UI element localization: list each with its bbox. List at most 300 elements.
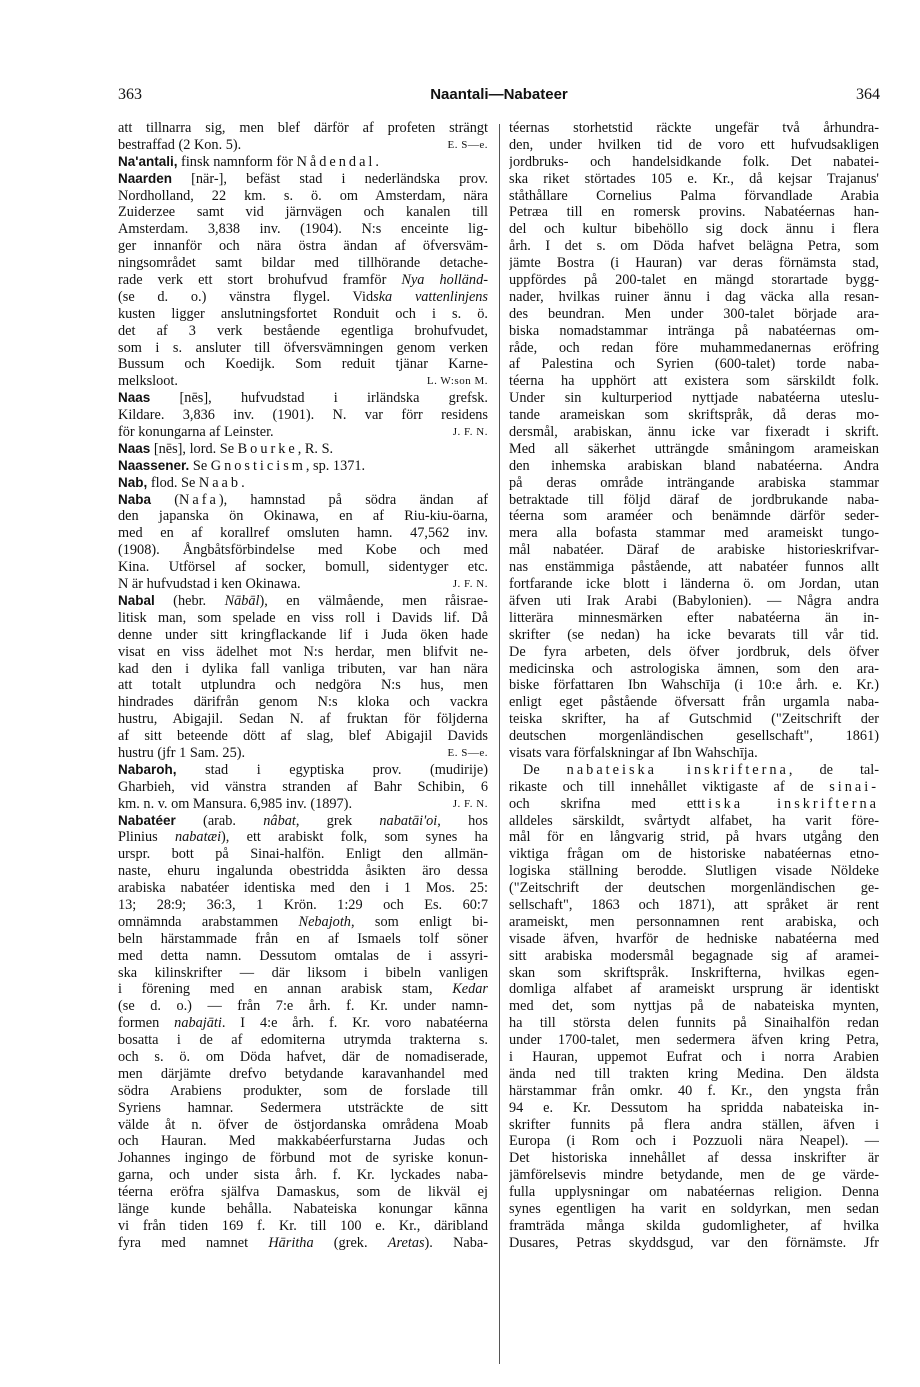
text-line [509,1032,879,1049]
text-line [118,525,488,542]
text-line [118,711,488,728]
line-text: téerna eröfra själfva Damaskus, som de likväl ej [118,1184,488,1201]
text-line [509,525,879,542]
text-line [118,829,488,846]
line-text: ända ned till trakten kring Medina. Den äldsta [509,1065,879,1082]
text-line [118,661,488,678]
line-text: arameiskt, men personnamnen rent arabiska, och [509,913,879,930]
line-text: Kildare. 3,836 inv. (1901). N. var förr residens [118,407,488,424]
text-line [509,1015,879,1032]
italic-term: Nābāl [224,592,260,609]
line-text: , R. S. [297,440,334,457]
text-line [509,576,879,593]
line-text: men därjämte drefvo betydande karavanhandel med [118,1065,488,1082]
line-text: Zuiderzee samt vid järnvägen och kanalen till [118,204,488,221]
text-line [509,289,879,306]
line-text: mål nabatéer. Däraf de arabiske historieskrifvar- [509,542,879,559]
italic-term: nabatāi'oi [379,812,438,829]
line-text: Det historiska innehållet af dessa inskrifter är [509,1150,879,1167]
text-line [509,1049,879,1066]
text-line [509,441,879,458]
text-line [118,1117,488,1134]
line-text: teiska skrifter, ha af Gutschmid ("Zeitschrift der [509,711,879,728]
text-line [118,762,488,779]
line-text: härstammar från omkr. 40 f. Kr., den yngsta från [509,1082,879,1099]
line-text: ger innanför och nära östra ändan af öfversväm- [118,238,488,255]
line-text: ("Zeitschrift der deutschen morgenländischen ge- [509,880,879,897]
text-line [118,1032,488,1049]
line-text: att tillnarra sig, men blef därför af profeten strängt [118,120,488,136]
entry-headword: Naas [118,440,151,456]
line-text: med det, som nyttjas på de nabateiska mynten, [509,998,879,1015]
line-text: Petræa till en romersk provins. Nabatéernas han- [509,204,879,221]
text-line [509,593,879,610]
text-line [509,1100,879,1117]
author-signature: E. S—e. [447,138,488,151]
line-text: bestraffad (2 Kon. 5). [118,136,242,153]
line-text: äfven uti Irak Arabi (Babylonien). — Några andra [509,592,879,609]
text-line [509,188,879,205]
text-line [509,492,879,509]
line-text: med en af korallref omsluten hamn. 47,562 inv. [118,525,488,542]
line-text: hustru (jfr 1 Sam. 25). [118,744,246,761]
text-line [509,863,879,880]
line-text: fulla upplysningar om nabatéernas religion. Denna [509,1184,879,1201]
text-line [509,1167,879,1184]
line-text: skan som skriftspråk. Inskrifterna, hvilkas egen- [509,964,879,981]
line-text: södra Arabiens produkter, som de forslade till [118,1082,488,1099]
text-line [509,644,879,661]
author-signature: L. W:son M. [426,375,488,388]
line-text: . I 4:e årh. f. Kr. voro nabatéerna [221,1015,488,1032]
text-line [118,120,488,137]
text-line [509,255,879,272]
left-column [118,120,488,1382]
line-text: sellschaft", 1863 och 1871), att språket är rent [509,896,879,913]
line-text: mål för en långvarig strid, på hvars utgång den [509,829,879,846]
line-text: jämte Bostra (i Hauran) var deras förnämsta stad, [509,255,879,272]
line-text: Nordholland, 22 km. s. ö. om Amsterdam, nära [118,187,488,204]
line-text: téerna som araméer och benämnde därför seder- [509,508,879,525]
line-text: formen [118,1015,175,1032]
line-text: nas enstämmiga påstående, att nabatéer funnos allt [509,559,879,576]
text-line [118,508,488,525]
line-text: dersmål, arabiskan, ännu icke var fixeradt i skrift. [509,424,879,441]
text-line [509,897,879,914]
text-line [118,204,488,221]
text-line [118,221,488,238]
line-text: hustru, Abigajil. Sedan N. af fruktan för följderna [118,711,488,728]
text-line [118,576,488,593]
line-text: stad i egyptiska prov. (mudirije) [176,761,488,778]
line-text: N är hufvudstad i ken Okinawa. [118,576,301,593]
text-line [509,779,879,796]
line-text: ), hamnstad på södra ändan af [218,491,488,508]
line-text: för konungarna af Leinster. [118,424,274,441]
entry-headword: Nab, [118,474,148,490]
spaced-term: Nådendal [296,153,376,170]
text-line [509,1117,879,1134]
spaced-term: tiska inskrifterna [701,795,879,812]
line-text: arabiska nabatéer identiska med den i 1 Mos. 25: [118,880,488,897]
line-text: Med all säkerhet utträngde småningom arameiskan [509,440,879,457]
text-line [509,373,879,390]
line-text: det af 3 verk bestående egentliga brohufvudet, [118,322,488,339]
line-text: ), en välmående, men råisrae- [259,592,488,609]
text-line [509,272,879,289]
line-text: logiska ställning berodde. Slutligen visade Nöldeke [509,863,879,880]
text-line [509,998,879,1015]
line-text: framträda många skilda gudomligheter, af hvilka [509,1217,879,1234]
line-text: visade äfven, hvarför de hedniske nabatéerna med [509,930,879,947]
line-text: , som enligt bi- [350,913,488,930]
line-text: ( [151,491,180,508]
text-line [509,1235,879,1252]
line-text: under 1700-talet, men sedermera äfven kring Petra, [509,1032,879,1049]
line-text: enligt eget påstående öfversatt från urgamla naba- [509,694,879,711]
line-text: . [375,153,379,170]
line-text: af Palestina och Syrien (600-talet) torde naba- [509,356,879,373]
spaced-term: Bourke [237,440,298,457]
line-text: [när-], befäst stad i nederländska prov. [172,170,488,187]
text-line [118,1133,488,1150]
text-line [118,981,488,998]
line-text: , grek [295,812,380,829]
text-line [118,593,488,610]
italic-term: Nya holländ- [401,272,488,289]
text-line [509,1201,879,1218]
text-line [118,965,488,982]
line-text: och s. ö. om Döda hafvet, där de nomadiserade, [118,1048,488,1065]
text-line [509,813,879,830]
line-text: visats vara förfalskningar af Ibn Wahschīja. [509,744,758,761]
text-line [509,627,879,644]
text-line [118,323,488,340]
text-line [509,559,879,576]
line-text: (grek. [313,1234,388,1251]
line-text: garna, och under sista årh. f. Kr. lyckades naba- [118,1167,488,1184]
entry-headword: Naas [118,390,151,406]
italic-term: nâbat [263,812,296,829]
text-line [118,897,488,914]
text-line [509,694,879,711]
line-text: med detta namn. Dessutom omtalas de i assyri- [118,947,488,964]
line-text: finsk namnform för [177,153,297,170]
text-line [509,1150,879,1167]
spaced-term: Nafa [179,491,219,508]
text-line [118,390,488,407]
text-line [118,863,488,880]
line-text: . [241,474,245,491]
text-line [509,610,879,627]
text-line [509,390,879,407]
italic-term: Nebajoth [298,913,351,930]
line-text: flod. Se [147,474,199,491]
italic-term: Hāritha [268,1234,314,1251]
line-text: Gharbieh, vid vänstra stranden af Bahr Schibin, 6 [118,778,488,795]
italic-term: ska vattenlinjens [373,288,488,305]
line-text: att totalt utplundra och nedgöra N:s hus, men [118,677,488,694]
text-line [509,154,879,171]
text-line [509,171,879,188]
line-text: ). Naba- [424,1234,488,1251]
text-line [509,796,879,813]
line-text: des beundran. Men under 300-talet började ara- [509,305,879,322]
text-line [118,137,488,154]
text-line [509,948,879,965]
line-text: [nēs], hufvudstad i irländska grefsk. [150,390,488,407]
text-line [118,914,488,931]
line-text: som i s. ansluter till öfversvämningen genom verken [118,339,488,356]
text-line [118,610,488,627]
text-line [118,880,488,897]
line-text: uppfördes på 200-talet en mängd storartade bygg- [509,272,879,289]
line-text: litisk man, som spelade en viss roll i Davids lif. Då [118,609,488,626]
page-number-left: 363 [118,86,142,103]
line-text: km. n. v. om Mansura. 6,985 inv. (1897). [118,795,353,812]
text-line [118,373,488,390]
entry-headword: Naassener. [118,457,190,473]
line-text: årh. I det s. om Döda hafvet belägna Petra, som [509,238,879,255]
line-text: Bussum och Koedijk. Som reduit tjänar Karne- [118,356,488,373]
line-text: 94 e. Kr. Dessutom ha spridda nabateiska in- [509,1099,879,1116]
text-line [118,340,488,357]
line-text: välde åt n. öfver de östjordanska områdena Moab [118,1116,488,1133]
text-line [118,1235,488,1252]
text-line [509,1066,879,1083]
text-line [509,356,879,373]
text-line [118,779,488,796]
entry-headword: Naarden [118,170,173,186]
text-line [118,424,488,441]
text-line [118,813,488,830]
line-text: och skrifna med ett [509,795,702,812]
running-header [118,86,880,110]
page-number-right: 364 [856,86,880,103]
text-line [509,204,879,221]
text-line [118,475,488,492]
text-line [509,340,879,357]
line-text: länge kunde behålla. Nabateiska konungar kānna [118,1201,488,1217]
line-text: 13; 28:9; 36:3, 1 Krön. 1:29 och Es. 60:7 [118,896,488,913]
line-text: Kina. Utförsel af socker, bomull, sidentyger etc. [118,559,488,576]
line-text: fyra med namnet [118,1234,269,1251]
line-text: Plinius [118,829,175,846]
line-text: urspr. bott på Sinai-halfön. Enligt den allmän- [118,846,488,863]
text-line [509,475,879,492]
italic-term: nabajāti [174,1015,222,1032]
author-signature: J. F. N. [452,797,488,810]
line-text: (1908). Ångbåtsförbindelse med Kobe och med [118,542,488,559]
text-line [118,1201,488,1218]
text-line [118,728,488,745]
text-line [509,1133,879,1150]
line-text: vi från tiden 169 f. Kr. till 100 e. Kr., däribland [118,1217,488,1234]
line-text: på deras område inträngande arabiska stammar [509,474,879,491]
line-text: kad den i dylika fall vanliga tributen, var han nära [118,660,488,677]
running-title: Naantali—Nabateer [430,86,568,103]
line-text: ha till största delen funnits på Sinaihalfön redan [509,1015,879,1032]
line-text: biske författaren Ibn Wahschīja (i 10:e årh. e. Kr.) [509,677,879,694]
text-line [509,829,879,846]
line-text: betraktade till följd däraf de jordbrukande naba- [509,491,879,508]
spaced-term: Naab [198,474,242,491]
line-text: [nēs], lord. Se [150,440,238,457]
text-line [118,1015,488,1032]
line-text: Under sin kulturperiod nyttjade nabatéerna uteslu- [509,390,879,407]
text-line [509,880,879,897]
line-text: (se d. o.) — från 7:e årh. f. Kr. under namn- [118,998,488,1015]
text-line [509,661,879,678]
line-text: Dusares, Petras skyddsgud, var den förnämste. Jfr [509,1234,879,1251]
line-text: omnämnda arabstammen [118,913,299,930]
line-text: del och kultur bibehöllo sig dock ännu i flera [509,221,879,238]
line-text: den inhemska arabiskan bland nabatéerna. Andra [509,457,879,474]
line-text: skrifter funnits på flera andra ställen, äfven i [509,1116,879,1133]
line-text: fortfarande icke blott i länderna ö. om Jordan, utan [509,576,879,593]
text-line [509,120,879,137]
line-text: nader, hvilkas ruiner ännu i dag väcka alla resan- [509,288,879,305]
text-line [118,998,488,1015]
line-text: af sitt beteende dött af slag, blef Abigajil Davids [118,728,488,745]
line-text: Europa (i Rom och i Pozzuoli nära Neapel). — [509,1133,879,1150]
text-line [118,458,488,475]
line-text: alldeles särskildt, svårtydt alfabet, ha varit före- [509,812,879,829]
line-text: ska riket störtades 105 e. Kr., då kejsar Trajanus' [509,170,879,187]
text-line [118,559,488,576]
text-line [118,1083,488,1100]
line-text: deutschen morgenländischen gesellschaft", 1861) [509,728,879,745]
text-line [509,965,879,982]
text-line [509,762,879,779]
line-text: biska nomadstammar inträngа på nabatéernas om- [509,322,879,339]
line-text: ningsområdet samt bildar med tillhörande detache- [118,255,488,272]
text-line [509,981,879,998]
line-text: viktiga frågan om de historiske nabatéernas etno- [509,846,879,863]
text-line [509,323,879,340]
text-line [118,796,488,813]
text-line [118,171,488,188]
author-signature: J. F. N. [452,426,488,439]
line-text: , hos [437,812,488,829]
line-text: rade verk ett stort brohufvud framför [118,272,402,289]
text-line [118,289,488,306]
line-text: skrifter (se nedan) ha icke bevarats till vår tid. [509,626,879,643]
italic-term: Aretas [387,1234,425,1251]
author-signature: E. S—e. [447,746,488,759]
text-line [118,1049,488,1066]
line-text: (arab. [175,812,264,829]
line-text: i förening med en annan arabisk stam, [118,981,453,998]
text-line [118,1184,488,1201]
text-line [118,154,488,171]
text-line [509,542,879,559]
line-text: i Hauran, uppemot Eufrat och i norra Arabien [509,1048,879,1065]
text-line [118,745,488,762]
line-text: De fyra arbeten, dels öfver jordbruk, dels öfver [509,643,879,660]
line-text: råde, och redan före muhammedanernas eröfring [509,339,879,356]
text-line [118,542,488,559]
text-line [509,745,879,762]
text-line [118,441,488,458]
text-line [118,694,488,711]
text-line [509,424,879,441]
text-line [118,644,488,661]
line-text: Syriens hamnar. Sedermera utsträckte de sitt [118,1099,488,1116]
entry-headword: Nabaroh, [118,761,177,777]
line-text: sitt arabiska modersmål begagnade sig af aramei- [509,947,879,964]
line-text: ståthållare Cornelius Palma förvandlade Arabia [509,187,879,204]
text-line [509,137,879,154]
text-line [118,272,488,289]
text-line [509,914,879,931]
line-text: litterära minnesmärken efter nabatéerna än in- [509,609,879,626]
line-text: tande arameiskan som skriftspråk, då deras mo- [509,407,879,424]
entry-headword: Naba [118,491,152,507]
line-text: melksloot. [118,373,178,390]
text-line [118,846,488,863]
text-line [118,931,488,948]
spaced-term: Gnosticism [210,457,306,474]
column-divider [499,124,500,1364]
line-text: De [523,761,567,778]
line-text: denne under sitt kringflackande lif i Juda öken hade [118,626,488,643]
text-line [118,948,488,965]
text-line [509,221,879,238]
text-line [509,1083,879,1100]
text-line [118,238,488,255]
text-line [118,306,488,323]
text-line [509,458,879,475]
line-text: ska kilinskrifter — där liksom i bibeln vanligen [118,964,488,981]
line-text: Johannes ingingo de förbund mot de syriske konun- [118,1150,488,1167]
text-line [118,492,488,509]
text-line [118,1167,488,1184]
line-text: jordbruks- och handelsidkande folk. Det nabatei- [509,153,879,170]
line-text: den, under hvilken tid de voro ett hufvudsakligen [509,136,879,153]
line-text: (se d. o.) vänstra flygel. Vid [118,288,374,305]
line-text: mera alla bofasta stammar med arameiskt tungo- [509,525,879,542]
text-line [509,407,879,424]
text-line [509,306,879,323]
line-text: (hebr. [154,592,225,609]
line-text: beln härstammade från en af Ismaels tolf söner [118,930,488,947]
text-line [118,407,488,424]
line-text: téernas storhetstid räckte ungefär två århundra- [509,120,879,136]
text-line [118,1150,488,1167]
line-text: ), ett arabiskt folk, som synes ha [221,829,488,846]
line-text: den japanska ön Okinawa, en af Riu-kiu-öarna, [118,508,488,525]
line-text: rikaste och till innehållet viktigaste af de [509,778,830,795]
line-text: , de tal- [788,761,879,778]
text-line [118,255,488,272]
text-line [118,356,488,373]
entry-headword: Nabal [118,592,155,608]
line-text: naste, ehuru ingalunda obestridda åsikten äro dessa [118,863,488,880]
text-line [509,508,879,525]
spaced-term: nabateiska inskrifterna [566,761,789,778]
text-line [118,677,488,694]
author-signature: J. F. N. [452,578,488,591]
text-line [509,238,879,255]
text-line [509,1184,879,1201]
spaced-term: sinai- [829,778,879,795]
entry-headword: Na'antali, [118,153,178,169]
line-text: Amsterdam. 3,838 inv. (1904). N:s enceinte lig- [118,221,488,238]
line-text: synes egentligen ha varit en soldyrkan, men sedan [509,1201,879,1217]
text-line [118,1066,488,1083]
text-line [509,728,879,745]
